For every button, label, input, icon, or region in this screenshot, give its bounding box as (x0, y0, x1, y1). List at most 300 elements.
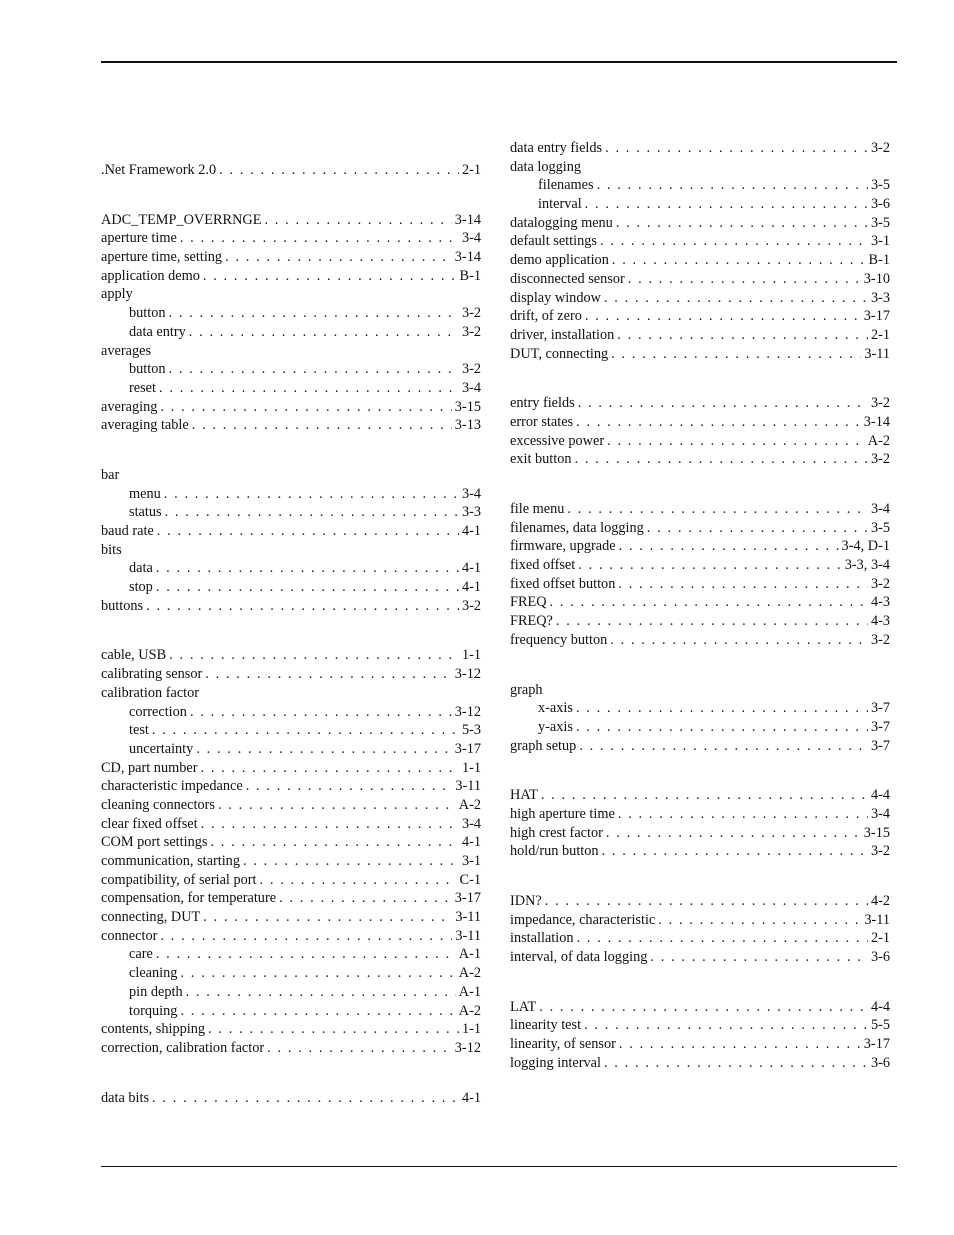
index-term: buttons (101, 597, 144, 614)
index-page-ref: 3-2 (870, 451, 890, 468)
index-term: high aperture time (510, 805, 615, 822)
index-page-ref: 4-1 (461, 579, 481, 596)
index-page-ref: 4-3 (870, 594, 890, 611)
index-term: IDN? (510, 893, 542, 909)
index-page-ref: 3-2 (461, 323, 481, 340)
index-term: ADC_TEMP_OVERRNGE (101, 211, 262, 228)
dot-leader (576, 413, 861, 432)
index-entry (101, 416, 481, 435)
index-entry (510, 842, 890, 861)
dot-leader (156, 578, 459, 597)
index-page-ref: 3-4 (461, 230, 481, 247)
index-page-ref: 4-1 (461, 523, 481, 539)
index-term: interval (538, 196, 582, 213)
index-entry (101, 759, 481, 778)
index-entry (510, 556, 890, 575)
index-page-ref: 1-1 (461, 1021, 481, 1038)
index-subentry (101, 721, 481, 740)
dot-leader (600, 232, 868, 251)
index-term: compatibility, of serial port (101, 871, 257, 888)
index-column-left (101, 161, 481, 1107)
index-page-ref: 3-1 (870, 233, 890, 250)
dot-leader (169, 360, 459, 379)
section-gap (510, 967, 890, 998)
index-page-ref: 3-2 (870, 575, 890, 592)
index-page-ref: 3-17 (863, 308, 890, 325)
index-page-ref: 3-2 (870, 631, 890, 648)
dot-leader (160, 927, 452, 946)
index-page-ref: 3-5 (870, 177, 890, 194)
index-term: high crest factor (510, 824, 603, 841)
index-term: stop (129, 579, 153, 596)
index-page-ref: 3-10 (863, 270, 890, 287)
index-entry (101, 342, 481, 361)
index-page-ref: C-1 (459, 871, 481, 888)
index-page-ref: 3-7 (870, 737, 890, 754)
index-term: correction (129, 703, 187, 720)
index-entry (101, 161, 481, 180)
dot-leader (243, 852, 459, 871)
dot-leader (169, 646, 459, 665)
index-term: hold/run button (510, 843, 599, 860)
dot-leader (584, 1016, 868, 1035)
dot-leader (619, 1035, 861, 1054)
index-subentry (101, 503, 481, 522)
dot-leader (157, 522, 459, 541)
dot-leader (180, 964, 455, 983)
dot-leader (164, 485, 459, 504)
index-entry (101, 541, 481, 560)
index-page-ref: 3-2 (870, 140, 890, 156)
index-term: aperture time, setting (101, 249, 223, 266)
index-term: graph (510, 681, 543, 698)
index-page-ref: 2-1 (461, 162, 481, 178)
dot-leader (545, 892, 868, 911)
index-term: linearity test (510, 1017, 582, 1034)
index-entry (101, 777, 481, 796)
dot-leader (550, 593, 868, 612)
dot-leader (159, 379, 459, 398)
index-entry (101, 889, 481, 908)
dot-leader (576, 699, 868, 718)
index-page-ref: 3-3 (870, 289, 890, 306)
index-entry (510, 1035, 890, 1054)
dot-leader (152, 721, 459, 740)
index-term: bar (101, 466, 120, 483)
index-term: fixed offset button (510, 575, 616, 592)
index-subentry (510, 195, 890, 214)
index-entry (510, 307, 890, 326)
index-term: .Net Framework 2.0 (101, 162, 217, 178)
index-term: filenames (538, 177, 594, 194)
index-subentry (101, 304, 481, 323)
index-entry (510, 519, 890, 538)
dot-leader (279, 889, 452, 908)
index-page-ref: 3-17 (863, 1036, 890, 1053)
index-page-ref: 3-4 (461, 815, 481, 832)
index-subentry (101, 360, 481, 379)
index-term: cleaning connectors (101, 796, 215, 813)
index-page-ref: 3-5 (870, 519, 890, 536)
index-subentry (101, 323, 481, 342)
index-term: calibration factor (101, 684, 200, 701)
index-page-ref: 3-2 (461, 305, 481, 322)
index-term: datalogging menu (510, 214, 613, 231)
index-term: connecting, DUT (101, 909, 201, 926)
index-term: firmware, upgrade (510, 538, 616, 555)
dot-leader (658, 911, 861, 930)
index-subentry (101, 485, 481, 504)
dot-leader (575, 450, 868, 469)
index-page-ref: A-2 (458, 965, 481, 982)
index-term: disconnected sensor (510, 270, 625, 287)
index-entry (101, 466, 481, 485)
index-term: FREQ (510, 594, 547, 611)
index-subentry (101, 945, 481, 964)
index-term: averages (101, 342, 152, 359)
index-term: DUT, connecting (510, 345, 609, 362)
index-term: button (129, 361, 166, 378)
index-subentry (101, 559, 481, 578)
index-term: x-axis (538, 700, 573, 717)
index-page-ref: 4-4 (870, 998, 890, 1015)
index-page-ref: 3-15 (454, 398, 481, 415)
index-entry (510, 593, 890, 612)
dot-leader (607, 432, 865, 451)
index-page-ref: 3-4 (461, 379, 481, 396)
index-subentry (101, 1002, 481, 1021)
index-term: impedance, characteristic (510, 911, 656, 928)
dot-leader (200, 759, 458, 778)
index-page-ref: 3-2 (461, 597, 481, 614)
index-entry (101, 871, 481, 890)
dot-leader (196, 740, 451, 759)
index-entry (101, 267, 481, 286)
index-page-ref: 4-1 (461, 560, 481, 577)
index-term: care (129, 946, 153, 963)
index-entry (101, 1089, 481, 1108)
index-term: cable, USB (101, 647, 167, 664)
index-entry (510, 631, 890, 650)
index-page-ref: 3-2 (870, 843, 890, 860)
index-entry (510, 786, 890, 805)
dot-leader (604, 1054, 868, 1073)
index-term: apply (101, 286, 133, 303)
index-page-ref: 3-3 (461, 504, 481, 521)
index-term: default settings (510, 233, 597, 250)
dot-leader (267, 1039, 452, 1058)
dot-leader (556, 612, 868, 631)
dot-leader (541, 786, 868, 805)
index-term: test (129, 722, 149, 739)
index-term: file menu (510, 501, 565, 517)
index-term: data entry fields (510, 140, 603, 156)
index-entry (510, 232, 890, 251)
index-term: filenames, data logging (510, 519, 644, 536)
index-term: logging interval (510, 1054, 601, 1071)
dot-leader (203, 908, 452, 927)
index-entry (510, 737, 890, 756)
index-subentry (510, 718, 890, 737)
dot-leader (186, 983, 456, 1002)
index-page-ref: 3-4 (870, 501, 890, 517)
index-term: reset (129, 379, 156, 396)
index-entry (510, 251, 890, 270)
index-entry (510, 681, 890, 700)
index-page-ref: 3-11 (455, 778, 481, 795)
index-entry (510, 289, 890, 308)
index-term: LAT (510, 998, 537, 1015)
index-term: demo application (510, 252, 609, 269)
index-term: error states (510, 413, 574, 430)
dot-leader (618, 575, 868, 594)
section-gap (510, 363, 890, 394)
dot-leader (647, 519, 868, 538)
dot-leader (578, 394, 868, 413)
index-page-ref: A-1 (458, 946, 481, 963)
dot-leader (628, 270, 861, 289)
index-term: graph setup (510, 737, 577, 754)
index-term: status (129, 504, 162, 521)
dot-leader (152, 1089, 459, 1108)
index-term: communication, starting (101, 853, 240, 869)
index-entry (510, 537, 890, 556)
index-page-ref: 3-7 (870, 700, 890, 717)
index-term: linearity, of sensor (510, 1036, 616, 1053)
bottom-rule (101, 1166, 897, 1167)
index-page-ref: 3-11 (864, 911, 890, 928)
section-gap (510, 861, 890, 892)
index-page-ref: B-1 (459, 267, 481, 284)
index-entry (101, 229, 481, 248)
dot-leader (246, 777, 453, 796)
index-term: interval, of data logging (510, 949, 648, 966)
dot-leader (160, 398, 451, 417)
index-term: application demo (101, 267, 200, 284)
index-entry (101, 833, 481, 852)
index-entry (101, 646, 481, 665)
index-subentry (510, 699, 890, 718)
index-page-ref: 3-13 (454, 417, 481, 434)
index-subentry (101, 379, 481, 398)
dot-leader (578, 556, 841, 575)
dot-leader (539, 998, 868, 1017)
index-entry (510, 1054, 890, 1073)
dot-leader (219, 161, 459, 180)
index-page-ref: 1-1 (461, 647, 481, 664)
dot-leader (617, 326, 868, 345)
index-term: aperture time (101, 230, 177, 247)
index-page-ref: A-2 (458, 796, 481, 813)
dot-leader (567, 500, 868, 519)
index-term: excessive power (510, 432, 605, 449)
dot-leader (225, 248, 452, 267)
index-page-ref: 3-2 (461, 361, 481, 378)
index-term: averaging table (101, 417, 189, 434)
index-page-ref: 3-2 (870, 395, 890, 412)
dot-leader (650, 948, 868, 967)
dot-leader (605, 139, 868, 158)
index-entry (510, 326, 890, 345)
section-gap (101, 1058, 481, 1089)
index-page-ref: 3-4 (461, 485, 481, 502)
index-term: contents, shipping (101, 1021, 206, 1038)
index-term: cleaning (129, 965, 178, 982)
dot-leader (146, 597, 459, 616)
index-term: characteristic impedance (101, 778, 243, 795)
dot-leader (610, 631, 868, 650)
index-page-ref: 4-1 (461, 834, 481, 851)
index-term: data bits (101, 1089, 150, 1106)
index-page-ref: 3-11 (864, 345, 890, 362)
index-term: data (129, 560, 153, 577)
index-page-ref: 3-5 (870, 214, 890, 231)
index-entry (510, 948, 890, 967)
index-term: y-axis (538, 718, 573, 735)
index-page-ref: A-1 (458, 983, 481, 1000)
index-term: compensation, for temperature (101, 890, 277, 907)
index-term: FREQ? (510, 613, 553, 630)
dot-leader (577, 929, 868, 948)
dot-leader (602, 842, 868, 861)
index-subentry (101, 964, 481, 983)
dot-leader (579, 737, 868, 756)
index-entry (101, 852, 481, 871)
index-page-ref: 3-15 (863, 824, 890, 841)
index-entry (510, 824, 890, 843)
index-page-ref: 3-14 (454, 249, 481, 266)
index-subentry (510, 176, 890, 195)
index-term: bits (101, 541, 122, 558)
index-entry (101, 1020, 481, 1039)
index-entry (101, 522, 481, 541)
index-term: data entry (129, 323, 186, 340)
index-entry (510, 612, 890, 631)
index-page-ref: 3-12 (454, 1039, 481, 1056)
index-entry (101, 211, 481, 230)
index-entry (101, 908, 481, 927)
index-page-ref: 3-7 (870, 718, 890, 735)
dot-leader (208, 1020, 459, 1039)
index-entry (510, 911, 890, 930)
index-page-ref: 3-17 (454, 740, 481, 757)
index-term: torquing (129, 1002, 178, 1019)
dot-leader (604, 289, 868, 308)
index-page-ref: 3-4, D-1 (841, 538, 890, 555)
index-entry (510, 139, 890, 158)
dot-leader (156, 559, 459, 578)
dot-leader (616, 214, 868, 233)
index-term: connector (101, 927, 158, 944)
index-subentry (101, 703, 481, 722)
index-subentry (101, 740, 481, 759)
index-page-ref: 1-1 (461, 759, 481, 776)
dot-leader (156, 945, 456, 964)
index-page-ref: 3-11 (455, 909, 481, 926)
section-gap (510, 650, 890, 681)
section-gap (510, 469, 890, 500)
dot-leader (192, 416, 452, 435)
dot-leader (585, 307, 861, 326)
dot-leader (201, 815, 459, 834)
index-entry (101, 398, 481, 417)
index-page-ref: 3-3, 3-4 (844, 557, 890, 574)
index-entry (101, 815, 481, 834)
dot-leader (576, 718, 868, 737)
index-term: drift, of zero (510, 308, 582, 325)
index-term: uncertainty (129, 740, 194, 757)
dot-leader (619, 537, 839, 556)
index-entry (510, 929, 890, 948)
index-entry (101, 597, 481, 616)
index-term: clear fixed offset (101, 815, 198, 832)
index-page-ref: 5-5 (870, 1017, 890, 1034)
index-page-ref: 3-4 (870, 805, 890, 822)
index-page-ref: 4-2 (870, 893, 890, 909)
index-page-ref: 3-14 (863, 413, 890, 430)
index-page-ref: 3-14 (454, 211, 481, 228)
index-entry (510, 413, 890, 432)
index-entry (510, 450, 890, 469)
index-page-ref: A-2 (867, 432, 890, 449)
index-term: entry fields (510, 395, 575, 412)
index-term: baud rate (101, 523, 154, 539)
index-term: HAT (510, 787, 538, 804)
index-subentry (101, 578, 481, 597)
index-entry (101, 796, 481, 815)
index-term: display window (510, 289, 601, 306)
index-entry (510, 575, 890, 594)
index-entry (510, 500, 890, 519)
dot-leader (180, 1002, 455, 1021)
index-entry (101, 684, 481, 703)
index-page-ref: 2-1 (870, 930, 890, 947)
index-column-right (510, 139, 890, 1073)
index-term: data logging (510, 158, 582, 175)
index-entry (510, 805, 890, 824)
index-entry (510, 998, 890, 1017)
dot-leader (618, 805, 868, 824)
index-entry (510, 158, 890, 177)
index-page-ref: 3-12 (454, 666, 481, 683)
index-term: COM port settings (101, 834, 208, 851)
index-entry (510, 345, 890, 364)
dot-leader (612, 251, 866, 270)
index-page-ref: 3-1 (461, 853, 481, 869)
index-entry (510, 892, 890, 911)
index-term: CD, part number (101, 759, 198, 776)
index-entry (101, 285, 481, 304)
index-page-ref: 5-3 (461, 722, 481, 739)
index-term: exit button (510, 451, 572, 468)
section-gap (101, 615, 481, 646)
index-entry (101, 665, 481, 684)
index-entry (510, 270, 890, 289)
dot-leader (585, 195, 868, 214)
index-subentry (101, 983, 481, 1002)
dot-leader (203, 267, 457, 286)
index-page-ref: 2-1 (870, 326, 890, 343)
index-term: averaging (101, 398, 158, 415)
index-page-ref: 4-3 (870, 613, 890, 630)
index-page-ref: 3-6 (870, 196, 890, 213)
dot-leader (597, 176, 868, 195)
index-term: menu (129, 485, 161, 502)
dot-leader (205, 665, 452, 684)
index-entry (101, 248, 481, 267)
index-term: correction, calibration factor (101, 1039, 265, 1056)
index-page-ref: 3-6 (870, 1054, 890, 1071)
